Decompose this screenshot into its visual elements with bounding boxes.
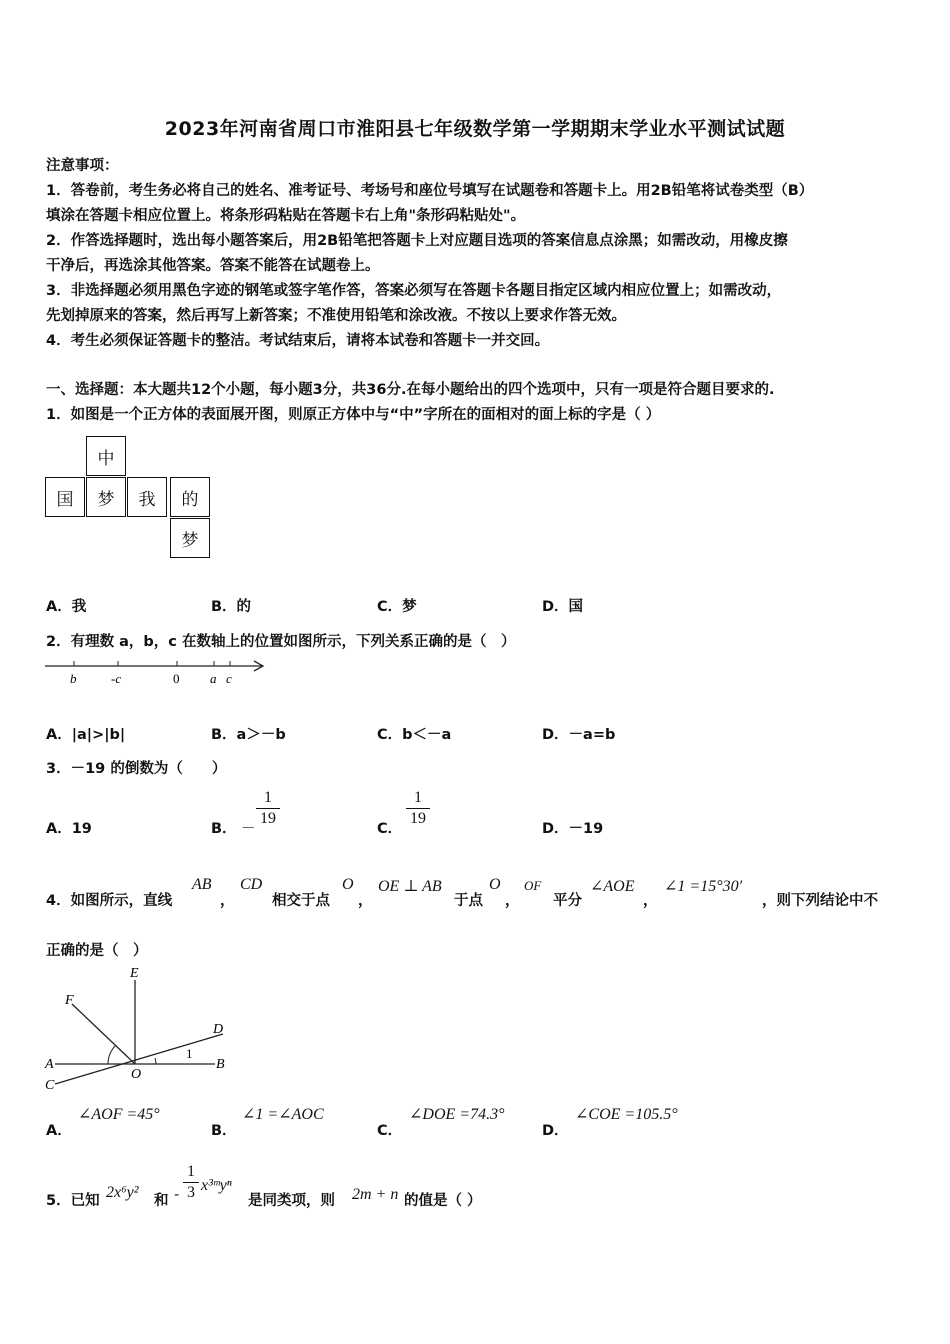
q4-line-cd: CD xyxy=(240,876,263,893)
notice-line: 3．非选择题必须用黑色字迹的钢笔或签字笔作答，答案必须写在答题卡各题目指定区域内相应位置上；如需改动， xyxy=(46,283,782,299)
q4-prefix: 4．如图所示，直线 xyxy=(46,893,173,909)
q5-fraction xyxy=(183,1163,199,1202)
q5-and: 和 xyxy=(154,1193,169,1209)
q5-suffix: 的值是（ ） xyxy=(404,1193,482,1209)
q4-option-a-label: A． xyxy=(46,1123,72,1139)
net-cell: 中 xyxy=(86,436,126,476)
fig-label: O xyxy=(131,1067,142,1082)
axis-label: a xyxy=(210,671,217,686)
q5-mid: 是同类项，则 xyxy=(248,1193,335,1209)
q4-comma: ， xyxy=(505,893,520,909)
axis-label: 0 xyxy=(173,671,180,686)
notice-heading: 注意事项： xyxy=(46,158,119,174)
q5-term2: x³ᵐyⁿ xyxy=(201,1177,232,1194)
section-heading: 一、选择题：本大题共12个小题，每小题3分，共36分.在每小题给出的四个选项中，只有一项是符合题目要求的. xyxy=(46,382,775,398)
q4-option-c: ∠DOE =74.3° xyxy=(409,1106,505,1123)
q4-perpendicular: OE ⊥ AB xyxy=(378,878,442,895)
q4-option-b: ∠1 =∠AOC xyxy=(242,1106,324,1123)
q4-option-c-label: C． xyxy=(377,1123,403,1139)
fig-label: D xyxy=(213,1022,224,1037)
fig-label: A xyxy=(45,1057,54,1072)
q4-option-b-label: B． xyxy=(211,1123,237,1139)
q4-point-o: O xyxy=(489,876,501,893)
q4-ray-of: OF xyxy=(524,878,542,893)
fig-label: F xyxy=(65,993,74,1008)
fraction-numerator: 1 xyxy=(187,1163,195,1180)
page-title: 2023年河南省周口市淮阳县七年级数学第一学期期末学业水平测试试题 xyxy=(164,118,786,140)
q2-option-a: A．|a|>|b| xyxy=(46,727,126,743)
axis-label: c xyxy=(226,671,232,686)
q4-angle-aoe: ∠AOE xyxy=(590,878,635,895)
q5-sign: - xyxy=(174,1187,180,1203)
notice-line: 4．考生必须保证答题卡的整洁。考试结束后，请将本试卷和答题卡一并交回。 xyxy=(46,333,550,349)
net-cell: 的 xyxy=(170,477,210,517)
fraction-numerator: 1 xyxy=(264,789,272,806)
fraction-denominator: 19 xyxy=(260,810,276,827)
fig-label: C xyxy=(45,1078,55,1092)
q4-comma: ， xyxy=(358,893,373,909)
fraction-numerator: 1 xyxy=(414,789,422,806)
lines-angle-figure xyxy=(40,962,240,1092)
q1-option-d: D．国 xyxy=(542,599,584,615)
notice-line: 填涂在答题卡相应位置上。将条形码粘贴在答题卡右上角"条形码粘贴处"。 xyxy=(46,208,526,224)
q4-comma: ， xyxy=(220,893,235,909)
notice-line: 先划掉原来的答案，然后再写上新答案；不准使用铅笔和涂改液。不按以上要求作答无效。 xyxy=(46,308,626,324)
q5-term1: 2x⁶y² xyxy=(106,1184,139,1201)
q4-angle-1: ∠1 =15°30′ xyxy=(664,878,743,895)
fig-label: B xyxy=(216,1057,225,1072)
q4-mid1: 相交于点 xyxy=(272,893,330,909)
q5-expression: 2m + n xyxy=(352,1186,399,1203)
q5-prefix: 5．已知 xyxy=(46,1193,100,1209)
q4-option-d-label: D． xyxy=(542,1123,569,1139)
notice-line: 2．作答选择题时，选出每小题答案后，用2B铅笔把答题卡上对应题目选项的答案信息点涂黑；如需改动，用橡皮擦 xyxy=(46,233,788,249)
q1-option-a: A．我 xyxy=(46,599,87,615)
fig-label: 1 xyxy=(186,1046,193,1061)
q1-option-c: C．梦 xyxy=(377,599,417,615)
q3-option-a: A．19 xyxy=(46,821,92,837)
q4-suffix: ，则下列结论中不 xyxy=(762,893,878,909)
q3-option-b-fraction xyxy=(256,789,280,828)
net-cell: 国 xyxy=(45,477,85,517)
question-3-stem: 3．－19 的倒数为（ ） xyxy=(46,761,227,777)
q4-option-a: ∠AOF =45° xyxy=(78,1106,160,1123)
q1-option-b: B．的 xyxy=(211,599,252,615)
q3-option-c-label: C． xyxy=(377,821,403,837)
q3-option-b-label: B． xyxy=(211,821,237,837)
number-line-figure xyxy=(40,652,270,694)
net-cell: 我 xyxy=(127,477,167,517)
notice-line: 干净后，再选涂其他答案。答案不能答在试题卷上。 xyxy=(46,258,380,274)
q4-mid3: 平分 xyxy=(553,893,582,909)
q2-option-b: B．a＞－b xyxy=(211,727,286,743)
q2-option-d: D．－a=b xyxy=(542,727,616,743)
q3-option-d: D．－19 xyxy=(542,821,604,837)
q3-option-c-fraction xyxy=(406,789,430,828)
axis-label: b xyxy=(70,671,77,686)
q4-mid2: 于点 xyxy=(454,893,483,909)
fig-label: E xyxy=(130,966,139,981)
q4-option-d: ∠COE =105.5° xyxy=(575,1106,678,1123)
q3-option-b-sign: － xyxy=(241,821,256,837)
q4-stem-line2: 正确的是（ ） xyxy=(46,943,148,959)
q4-comma: ， xyxy=(643,893,658,909)
q4-point-o: O xyxy=(342,876,354,893)
net-cell: 梦 xyxy=(170,518,210,558)
net-cell: 梦 xyxy=(86,477,126,517)
q2-option-c: C．b＜－a xyxy=(377,727,452,743)
axis-label: -c xyxy=(111,671,122,686)
notice-line: 1．答卷前，考生务必将自己的姓名、准考证号、考场号和座位号填写在试题卷和答题卡上。用2B铅笔将试卷类型（B） xyxy=(46,183,814,199)
fraction-denominator: 19 xyxy=(410,810,426,827)
fraction-denominator: 3 xyxy=(187,1184,195,1201)
q4-line-ab: AB xyxy=(192,876,212,893)
question-1-stem: 1．如图是一个正方体的表面展开图，则原正方体中与“中”字所在的面相对的面上标的字是（ ） xyxy=(46,407,661,423)
question-2-stem: 2．有理数 a，b，c 在数轴上的位置如图所示，下列关系正确的是（ ） xyxy=(46,634,516,650)
